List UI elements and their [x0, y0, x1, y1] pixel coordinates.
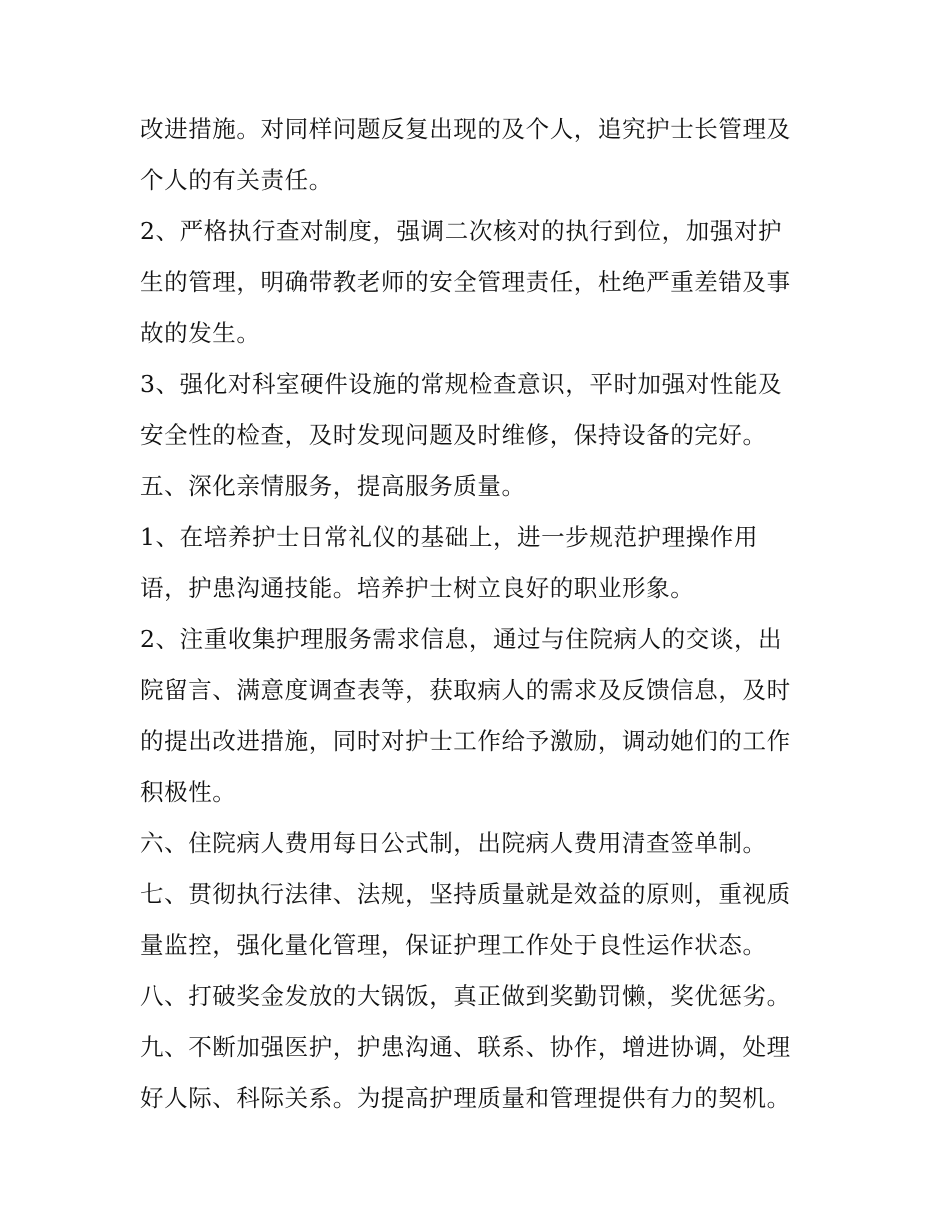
text-line: 量监控，强化量化管理，保证护理工作处于良性运作状态。	[140, 931, 767, 959]
section-heading: 八、打破奖金发放的大锅饭，真正做到奖勤罚懒，奖优惩劣。	[140, 982, 791, 1010]
text-line: 生的管理，明确带教老师的安全管理责任，杜绝严重差错及事	[140, 268, 791, 296]
section-heading: 九、不断加强医护，护患沟通、联系、协作，增进协调，处理	[140, 1033, 791, 1061]
text-line: 改进措施。对同样问题反复出现的及个人，追究护士长管理及	[140, 115, 791, 143]
section-heading: 六、住院病人费用每日公式制，出院病人费用清查签单制。	[140, 829, 767, 857]
text-line: 1、在培养护士日常礼仪的基础上，进一步规范护理操作用	[140, 523, 759, 551]
text-line: 积极性。	[140, 778, 237, 806]
text-line: 院留言、满意度调查表等，获取病人的需求及反馈信息，及时	[140, 676, 791, 704]
text-line: 好人际、科际关系。为提高护理质量和管理提供有力的契机。	[140, 1084, 791, 1112]
text-line: 个人的有关责任。	[140, 166, 333, 194]
text-line: 3、强化对科室硬件设施的常规检查意识，平时加强对性能及	[140, 370, 783, 398]
text-line: 安全性的检查，及时发现问题及时维修，保持设备的完好。	[140, 421, 767, 449]
text-line: 的提出改进措施，同时对护士工作给予激励，调动她们的工作	[140, 727, 791, 755]
section-heading: 七、贯彻执行法律、法规，坚持质量就是效益的原则，重视质	[140, 880, 791, 908]
text-line: 语，护患沟通技能。培养护士树立良好的职业形象。	[140, 574, 695, 602]
text-line: 2、注重收集护理服务需求信息，通过与住院病人的交谈，出	[140, 625, 783, 653]
document-body	[140, 104, 820, 1124]
section-heading: 五、深化亲情服务，提高服务质量。	[140, 472, 526, 500]
text-line: 2、严格执行查对制度，强调二次核对的执行到位，加强对护	[140, 217, 783, 245]
text-line: 故的发生。	[140, 319, 261, 347]
